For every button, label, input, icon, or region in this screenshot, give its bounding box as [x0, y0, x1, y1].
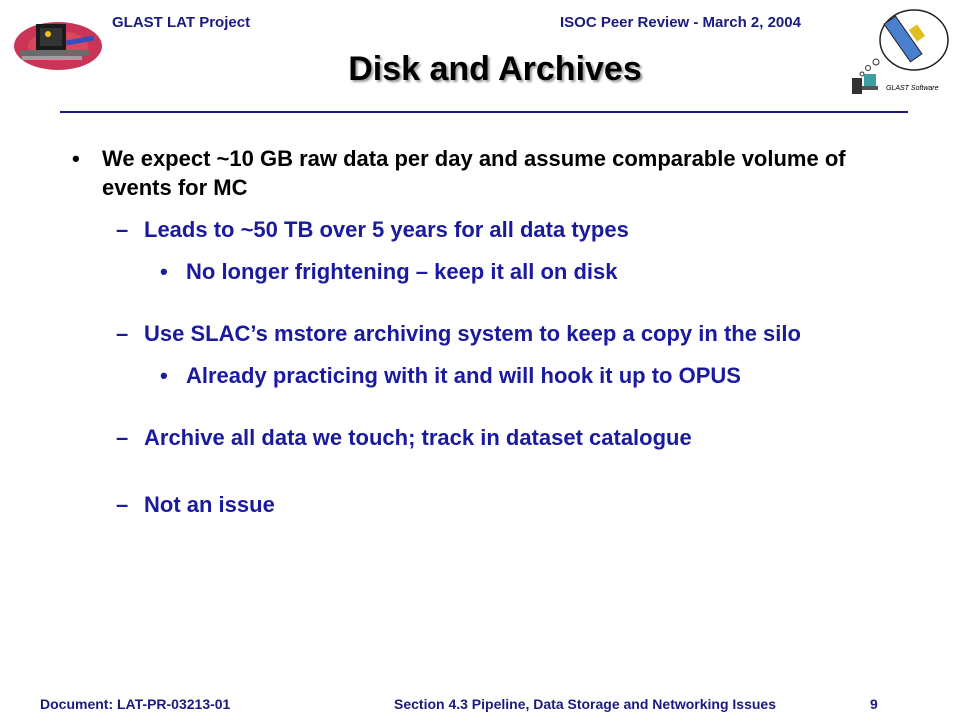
bullet-marker: • — [160, 363, 168, 388]
dash-marker: – — [116, 321, 129, 346]
bullet-text: No longer frightening – keep it all on disk — [186, 259, 618, 284]
slide-title: Disk and Archives — [348, 50, 642, 88]
bullet-text: Leads to ~50 TB over 5 years for all data types — [144, 217, 629, 242]
slide-body — [72, 138, 912, 519]
bullet-text: We expect ~10 GB raw data per day and assume comparable volume of events for MC — [102, 146, 846, 200]
bullet-raw-data — [72, 144, 912, 202]
bullet-50tb — [72, 215, 912, 244]
footer-section: Section 4.3 Pipeline, Data Storage and Networking Issues — [394, 696, 776, 712]
dash-marker: – — [116, 425, 129, 450]
title-divider — [60, 111, 908, 113]
bullet-keep-on-disk — [72, 257, 912, 286]
bullet-text: Archive all data we touch; track in dataset catalogue — [144, 425, 692, 450]
bullet-marker: • — [72, 146, 80, 171]
dash-marker: – — [116, 217, 129, 242]
bullet-text: Not an issue — [144, 492, 275, 517]
bullet-opus — [72, 361, 912, 390]
header-review: ISOC Peer Review - March 2, 2004 — [560, 14, 801, 31]
bullet-mstore — [72, 319, 912, 348]
bullet-text: Use SLAC’s mstore archiving system to keep a copy in the silo — [144, 321, 801, 346]
footer-document-id: Document: LAT-PR-03213-01 — [40, 696, 231, 712]
page-number: 9 — [870, 696, 878, 712]
dash-marker: – — [116, 492, 129, 517]
header-project: GLAST LAT Project — [112, 14, 251, 31]
bullet-archive-all — [72, 423, 912, 452]
bullet-marker: • — [160, 259, 168, 284]
bullet-text: Already practicing with it and will hook it up to OPUS — [186, 363, 741, 388]
logo-caption: GLAST Software — [886, 85, 939, 92]
bullet-not-an-issue — [72, 490, 912, 519]
